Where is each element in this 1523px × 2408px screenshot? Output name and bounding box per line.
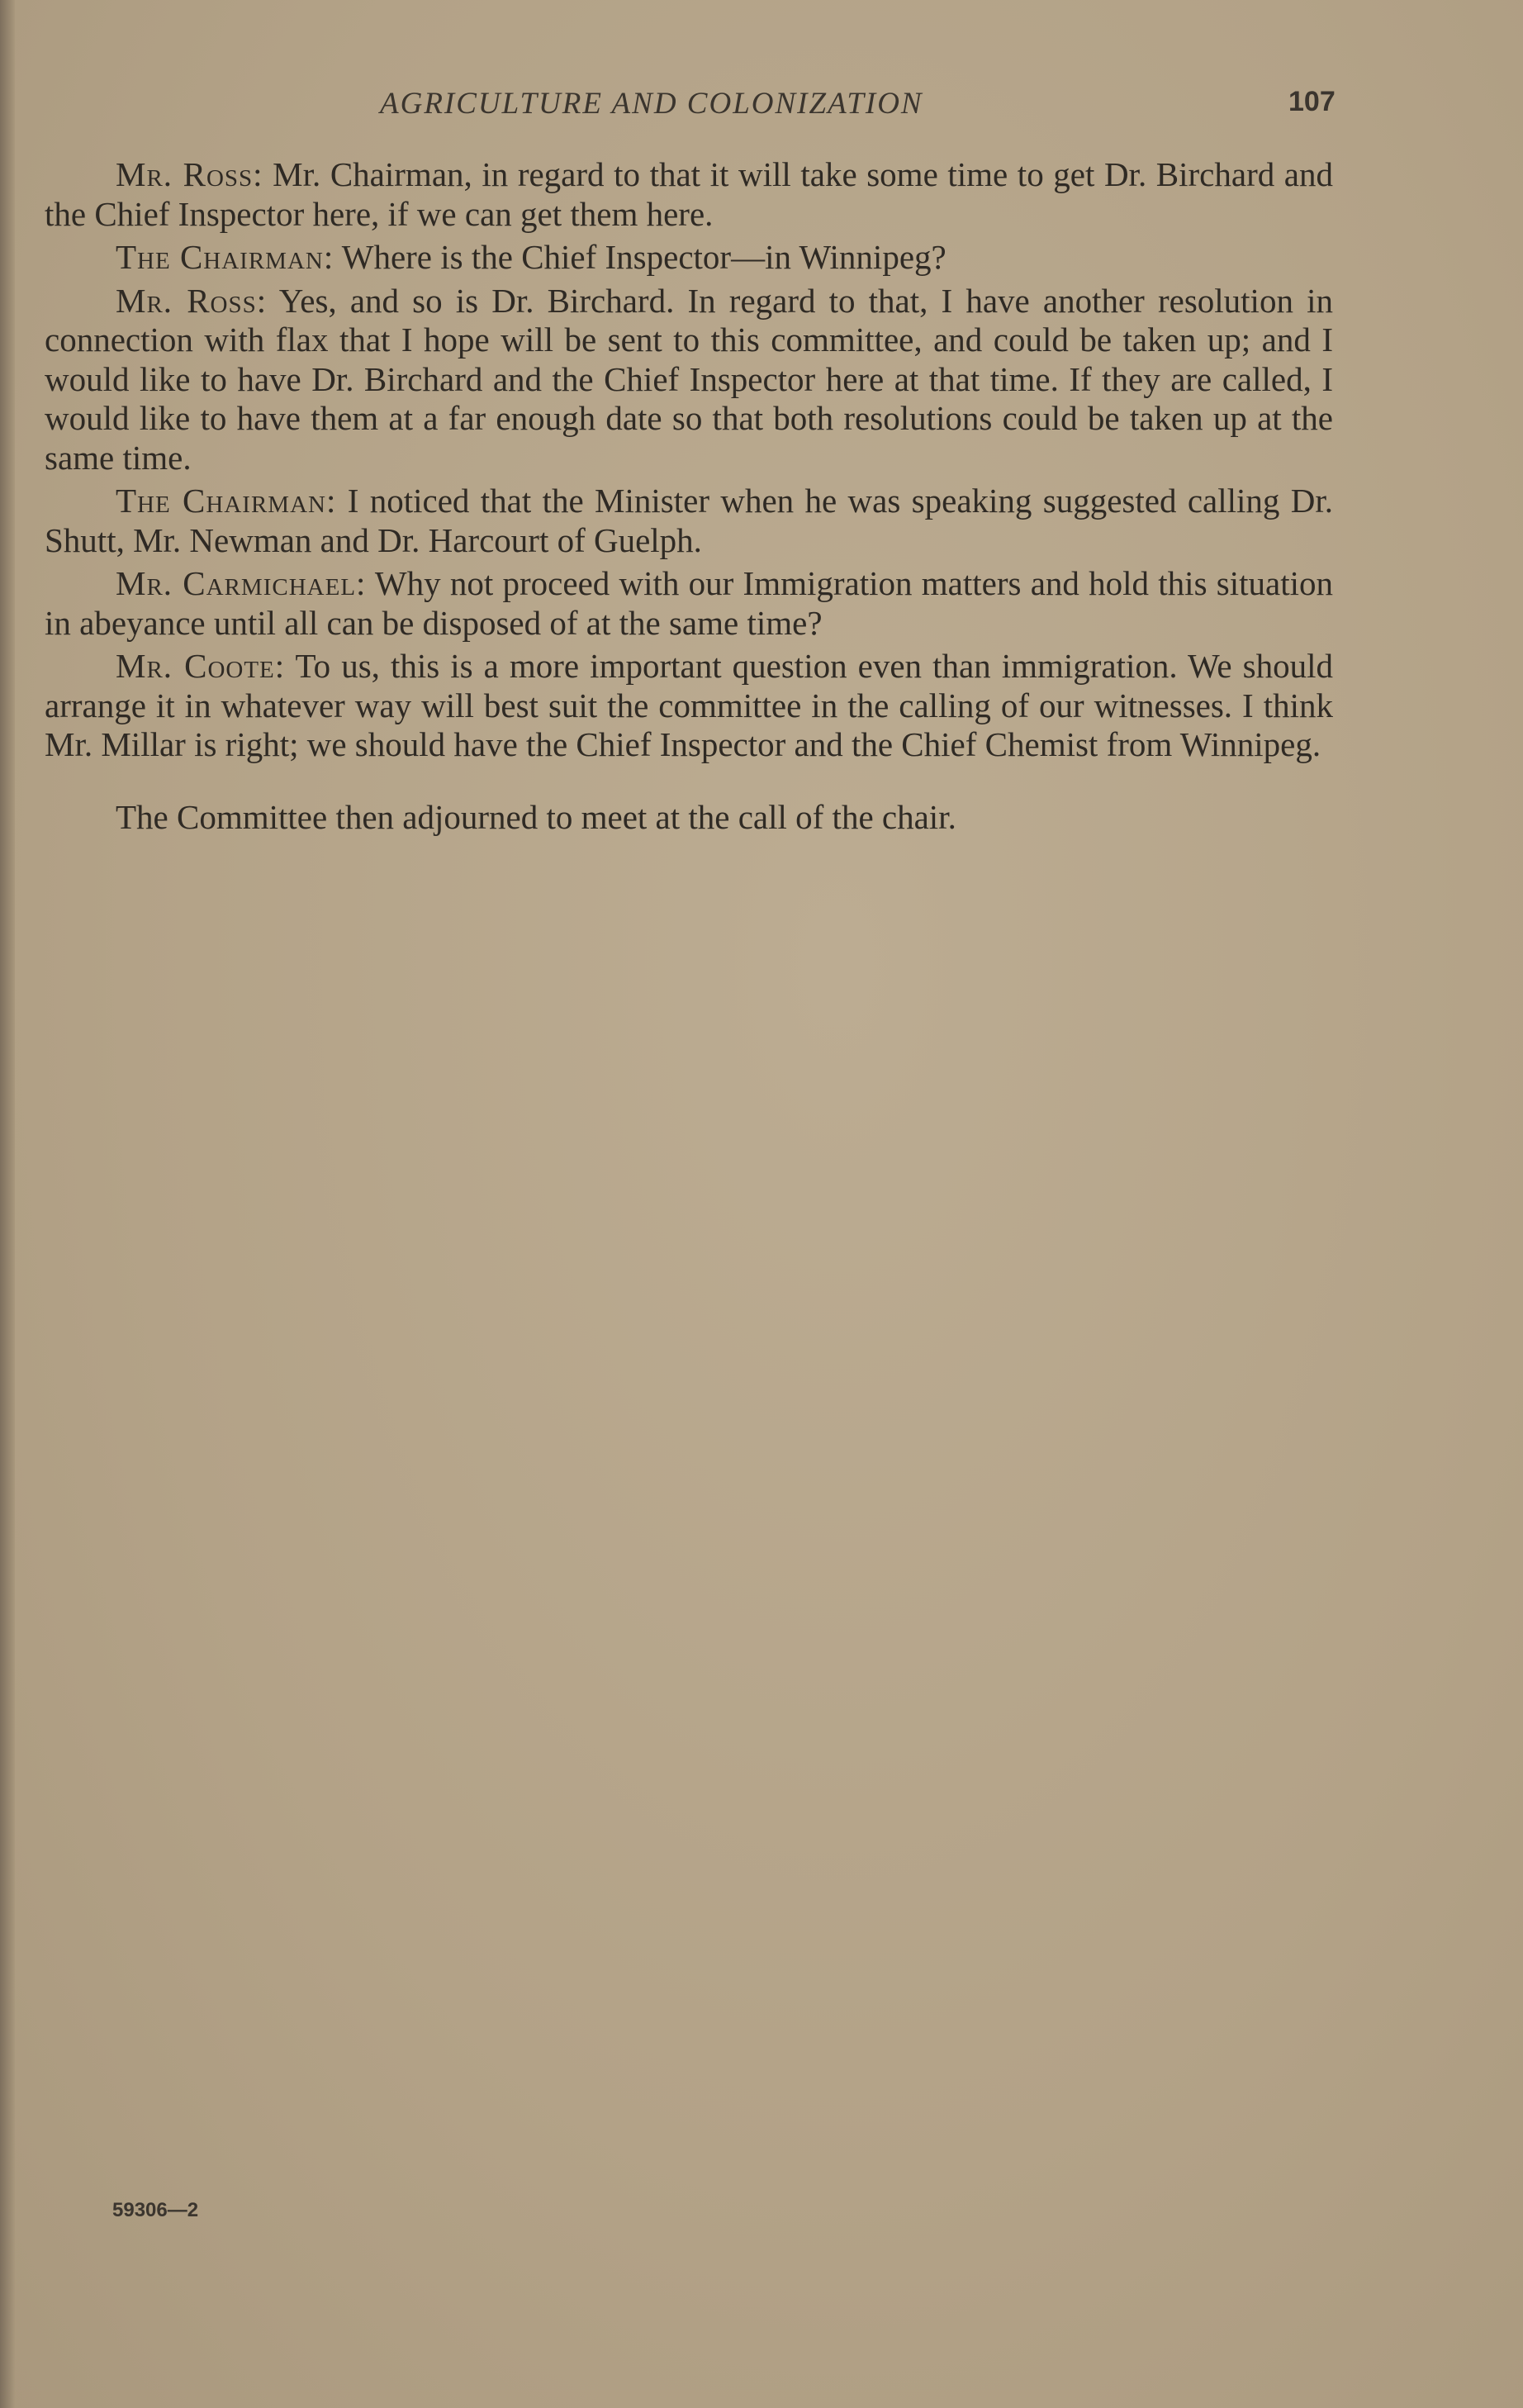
paragraph-text: Yes, and so is Dr. Birchard. In regard to that, I have another resolution in connection with flax that I hope will be sent to this committee, and could be taken up; and I would like to have Dr. Birchard and the Chief Inspector here at that time. If they are called, I would like to have them at a far enough date so that both resolutions could be taken up at the same time.	[45, 281, 1333, 477]
speaker-label: Mr. Carmichael:	[116, 564, 367, 602]
adjournment-note: The Committee then adjourned to meet at the call of the chair.	[116, 797, 956, 836]
paragraph-carmichael	[45, 564, 1333, 643]
paragraph-text: To us, this is a more important question even than immigration. We should arrange it in whatever way will best suit the committee in the calling of our witnesses. I think Mr. Millar is right; we should have the Chief Inspector and the Chief Chemist from Winnipeg.	[45, 647, 1333, 763]
transcript-body	[45, 155, 1333, 841]
printer-signature-mark: 59306—2	[112, 2199, 199, 2221]
speaker-label: The Chairman:	[116, 238, 334, 276]
running-title: AGRICULTURE AND COLONIZATION	[380, 87, 923, 121]
paragraph-text: I noticed that the Minister when he was speaking suggested calling Dr. Shutt, Mr. Newman and Dr. Harcourt of Guelph.	[45, 482, 1333, 559]
page-binding-edge	[0, 0, 15, 2408]
paragraph-ross-2	[45, 282, 1333, 478]
paragraph-text: Why not proceed with our Immigration matters and hold this situation in abeyance until all can be disposed of at the same time?	[45, 564, 1333, 642]
speaker-label: Mr. Ross:	[116, 155, 263, 193]
paragraph-ross-1	[45, 155, 1333, 234]
speaker-label: Mr. Ross:	[116, 281, 268, 320]
speaker-label: The Chairman:	[116, 482, 337, 520]
speaker-label: Mr. Coote:	[116, 647, 286, 685]
paragraph-text: Mr. Chairman, in regard to that it will take some time to get Dr. Birchard and the Chief Inspector here, if we can get them here.	[45, 155, 1333, 233]
paragraph-chairman-1	[45, 238, 1333, 278]
paragraph-chairman-2	[45, 482, 1333, 560]
page-header	[0, 86, 1523, 127]
paragraph-text: Where is the Chief Inspector—in Winnipeg?	[334, 238, 947, 276]
page-number: 107	[1288, 86, 1336, 117]
paragraph-coote	[45, 647, 1333, 765]
